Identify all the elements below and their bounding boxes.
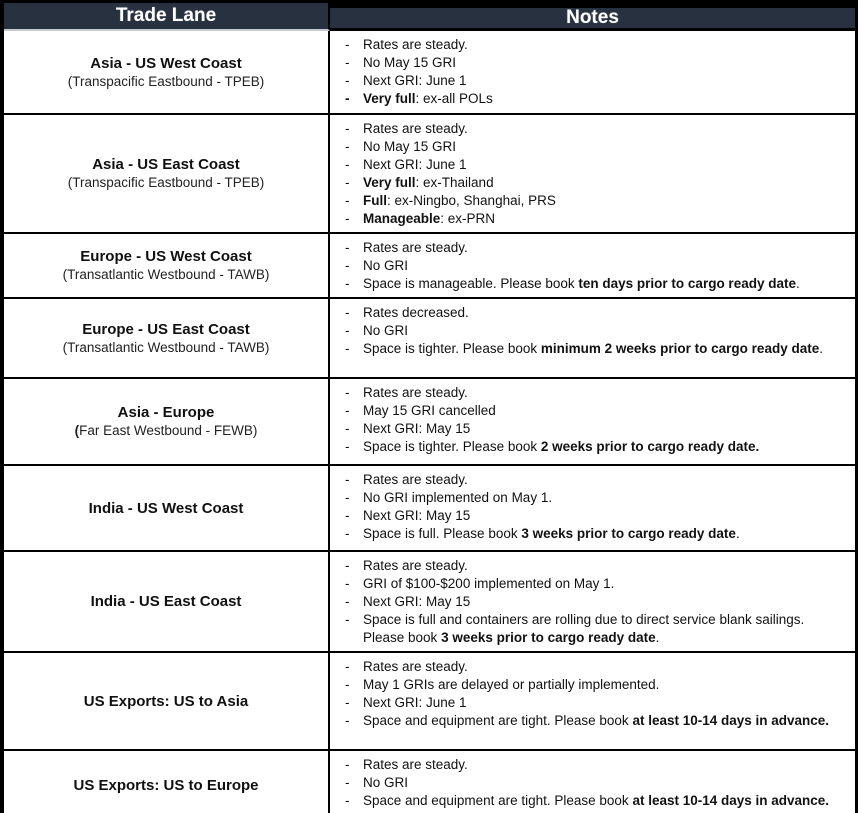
note-text: Manageable: ex-PRN	[363, 211, 496, 226]
notes-cell	[330, 234, 855, 299]
note-bullet-dash: -	[345, 713, 350, 728]
trade-lane-title: Europe - US West Coast	[80, 248, 252, 265]
note-bullet-dash: -	[345, 193, 350, 208]
note-text: Rates are steady.	[363, 558, 468, 573]
note-line	[338, 322, 845, 340]
note-bullet-dash: -	[345, 211, 350, 226]
note-bullet-dash: -	[345, 757, 350, 772]
trade-lane-title: India - US East Coast	[90, 593, 242, 610]
note-line	[338, 756, 845, 774]
trade-lane-subtitle: (Transatlantic Westbound - TAWB)	[62, 339, 270, 355]
note-line	[338, 557, 845, 575]
note-text: Space is tighter. Please book 2 weeks prior to cargo ready date.	[363, 439, 760, 454]
note-line	[338, 438, 845, 456]
note-line	[338, 192, 845, 210]
note-text: Next GRI: May 15	[363, 508, 471, 523]
trade-lane-cell	[4, 31, 330, 115]
note-text: Very full: ex-all POLs	[363, 91, 493, 106]
trade-lane-subtitle: (Transpacific Eastbound - TPEB)	[67, 175, 265, 190]
trade-lane-cell	[4, 466, 330, 552]
trade-lane-title: Asia - US West Coast	[90, 54, 242, 72]
note-text: Next GRI: June 1	[363, 695, 467, 710]
note-text: Rates are steady.	[363, 37, 468, 52]
note-text: Rates are steady.	[363, 757, 468, 772]
note-line	[338, 384, 845, 402]
note-line	[338, 676, 845, 694]
note-line	[338, 210, 845, 228]
note-line	[338, 575, 845, 593]
notes-cell	[330, 466, 855, 552]
trade-lane-cell	[4, 379, 330, 466]
note-bullet-dash: -	[345, 775, 350, 790]
trade-lane-cell	[4, 234, 330, 299]
note-text: Rates are steady.	[363, 240, 468, 255]
note-line	[338, 304, 845, 322]
trade-lane-title: Asia - Europe	[117, 404, 215, 421]
note-line	[338, 239, 845, 257]
note-line	[338, 420, 845, 438]
note-line	[338, 611, 845, 647]
note-bullet-dash: -	[345, 139, 350, 154]
trade-lane-cell	[4, 115, 330, 234]
table-row	[4, 299, 855, 379]
note-bullet-dash: -	[345, 240, 350, 255]
table-row	[4, 379, 855, 466]
trade-lane-subtitle: (Transatlantic Westbound - TAWB)	[62, 267, 270, 282]
note-text: Space is full and containers are rolling due to direct service blank sailings. Please book 3 weeks prior to cargo ready date.	[363, 612, 805, 645]
note-bullet-dash: -	[345, 677, 350, 692]
notes-cell	[330, 299, 855, 379]
note-line	[338, 120, 845, 138]
table-row	[4, 466, 855, 552]
note-text: Rates are steady.	[363, 385, 468, 400]
notes-cell	[330, 115, 855, 234]
note-line	[338, 54, 845, 72]
note-line	[338, 792, 845, 810]
note-line	[338, 712, 845, 730]
note-text: Next GRI: May 15	[363, 594, 471, 609]
table-row	[4, 31, 855, 115]
note-bullet-dash: -	[345, 526, 350, 541]
note-bullet-dash: -	[345, 695, 350, 710]
note-bullet-dash: -	[345, 659, 350, 674]
trade-lane-title: US Exports: US to Europe	[73, 777, 259, 794]
note-bullet-dash: -	[345, 594, 350, 609]
note-bullet-dash: -	[345, 55, 350, 70]
note-bullet-dash: -	[345, 612, 350, 627]
note-bullet-dash: -	[345, 793, 350, 808]
note-text: Rates are steady.	[363, 472, 468, 487]
note-bullet-dash: -	[345, 276, 350, 291]
note-bullet-dash: -	[345, 341, 350, 356]
note-text: Next GRI: June 1	[363, 73, 467, 88]
notes-cell	[330, 379, 855, 466]
note-line	[338, 525, 845, 543]
header-trade-lane: Trade Lane	[4, 3, 330, 31]
notes-cell	[330, 31, 855, 115]
note-bullet-dash: -	[345, 558, 350, 573]
note-text: No GRI	[363, 775, 409, 790]
trade-lane-title: Asia - US East Coast	[92, 156, 240, 173]
note-bullet-dash: -	[345, 91, 350, 106]
table-row	[4, 115, 855, 234]
note-line	[338, 658, 845, 676]
note-line	[338, 489, 845, 507]
table-body	[4, 31, 855, 813]
trade-lane-cell	[4, 653, 330, 751]
note-text: No GRI	[363, 258, 409, 273]
note-text: Rates decreased.	[363, 305, 469, 320]
note-bullet-dash: -	[345, 576, 350, 591]
note-text: Space and equipment are tight. Please book at least 10-14 days in advance.	[363, 713, 830, 728]
note-line	[338, 174, 845, 192]
note-line	[338, 156, 845, 174]
note-text: No GRI implemented on May 1.	[363, 490, 553, 505]
notes-cell	[330, 552, 855, 653]
table-row	[4, 751, 855, 813]
note-text: Full: ex-Ningbo, Shanghai, PRS	[363, 193, 556, 208]
note-bullet-dash: -	[345, 73, 350, 88]
note-text: No May 15 GRI	[363, 139, 457, 154]
note-text: No May 15 GRI	[363, 55, 457, 70]
note-bullet-dash: -	[345, 490, 350, 505]
note-text: Rates are steady.	[363, 659, 468, 674]
notes-cell	[330, 653, 855, 751]
table-row	[4, 653, 855, 751]
trade-lane-subtitle: (Far East Westbound - FEWB)	[74, 423, 258, 438]
note-bullet-dash: -	[345, 421, 350, 436]
note-text: Next GRI: May 15	[363, 421, 471, 436]
note-line	[338, 138, 845, 156]
note-bullet-dash: -	[345, 385, 350, 400]
trade-lane-cell	[4, 299, 330, 379]
note-bullet-dash: -	[345, 157, 350, 172]
note-bullet-dash: -	[345, 403, 350, 418]
trade-lane-title: US Exports: US to Asia	[83, 692, 249, 710]
note-text: Very full: ex-Thailand	[363, 175, 494, 190]
note-bullet-dash: -	[345, 439, 350, 454]
note-line	[338, 507, 845, 525]
note-bullet-dash: -	[345, 37, 350, 52]
note-text: Rates are steady.	[363, 121, 468, 136]
note-text: Space and equipment are tight. Please book at least 10-14 days in advance.	[363, 793, 830, 808]
note-bullet-dash: -	[345, 121, 350, 136]
note-line	[338, 694, 845, 712]
note-line	[338, 275, 845, 293]
notes-cell	[330, 751, 855, 813]
note-bullet-dash: -	[345, 508, 350, 523]
note-text: Next GRI: June 1	[363, 157, 467, 172]
note-text: No GRI	[363, 323, 409, 338]
note-text: May 1 GRIs are delayed or partially implemented.	[363, 677, 660, 692]
note-bullet-dash: -	[345, 175, 350, 190]
note-line	[338, 340, 845, 358]
note-bullet-dash: -	[345, 258, 350, 273]
trade-lane-cell	[4, 751, 330, 813]
note-bullet-dash: -	[345, 305, 350, 320]
note-bullet-dash: -	[345, 472, 350, 487]
note-line	[338, 471, 845, 489]
note-line	[338, 402, 845, 420]
note-text: Space is manageable. Please book ten days prior to cargo ready date.	[363, 276, 800, 291]
note-line	[338, 593, 845, 611]
note-bullet-dash: -	[345, 323, 350, 338]
note-line	[338, 774, 845, 792]
note-text: GRI of $100-$200 implemented on May 1.	[363, 576, 615, 591]
note-text: Space is full. Please book 3 weeks prior to cargo ready date.	[363, 526, 740, 541]
note-line	[338, 72, 845, 90]
note-line	[338, 90, 845, 108]
trade-lane-subtitle: (Transpacific Eastbound - TPEB)	[67, 73, 265, 89]
table-header-row	[4, 3, 855, 31]
table-row	[4, 552, 855, 653]
trade-lane-title: India - US West Coast	[88, 499, 244, 517]
header-notes: Notes	[330, 3, 855, 31]
trade-lane-title: Europe - US East Coast	[82, 320, 250, 338]
trade-lane-cell	[4, 552, 330, 653]
table-row	[4, 234, 855, 299]
note-line	[338, 36, 845, 54]
note-text: Space is tighter. Please book minimum 2 weeks prior to cargo ready date.	[363, 341, 823, 356]
note-line	[338, 257, 845, 275]
note-text: May 15 GRI cancelled	[363, 403, 496, 418]
